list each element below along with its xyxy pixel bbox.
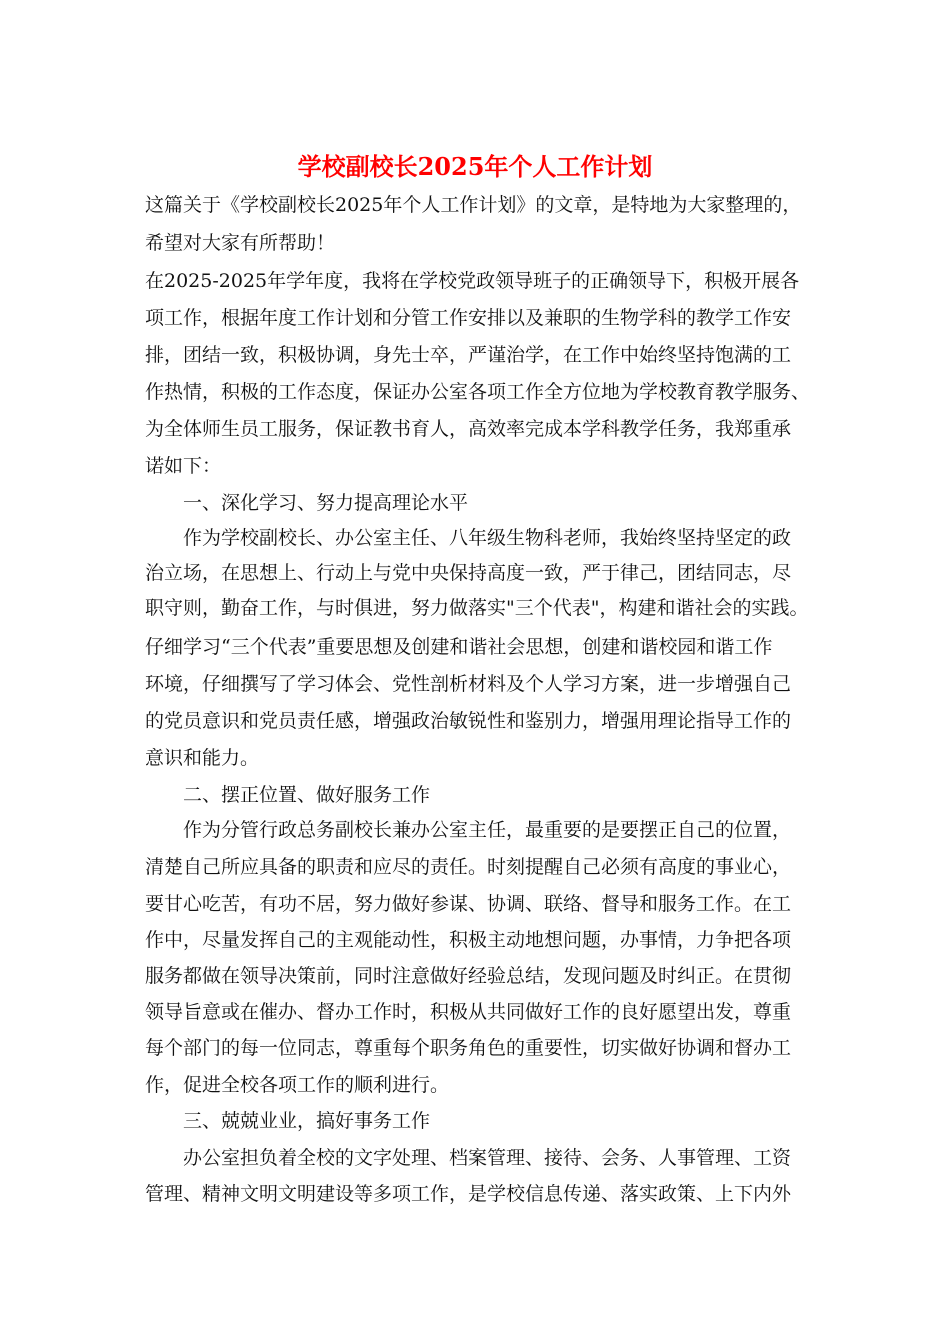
intro-line-1: 这篇关于《学校副校长2025年个人工作计划》的文章，是特地为大家整理的， bbox=[145, 194, 802, 216]
paragraph-line: 的党员意识和党员责任感，增强政治敏锐性和鉴别力，增强用理论指导工作的 bbox=[145, 710, 792, 732]
paragraph-line: 排，团结一致，积极协调，身先士卒，严谨治学，在工作中始终坚持饱满的工 bbox=[145, 344, 792, 366]
paragraph-line: 管理、精神文明文明建设等多项工作，是学校信息传递、落实政策、上下内外 bbox=[145, 1183, 792, 1205]
paragraph-line: 仔细学习“三个代表”重要思想及创建和谐社会思想，创建和谐校园和谐工作 bbox=[145, 636, 773, 658]
paragraph-line: 为全体师生员工服务，保证教书育人，高效率完成本学科教学任务，我郑重承 bbox=[145, 418, 792, 440]
paragraph-line: 作中，尽量发挥自己的主观能动性，积极主动地想问题，办事情，力争把各项 bbox=[145, 929, 792, 951]
paragraph-line: 作为分管行政总务副校长兼办公室主任，最重要的是要摆正自己的位置， bbox=[183, 819, 792, 841]
section-heading-1: 一、深化学习、努力提高理论水平 bbox=[183, 492, 469, 514]
paragraph-line: 作热情，积极的工作态度，保证办公室各项工作全方位地为学校教育教学服务、 bbox=[145, 381, 811, 403]
paragraph-line: 职守则，勤奋工作，与时俱进，努力做落实"三个代表"，构建和谐社会的实践。 bbox=[145, 597, 809, 619]
intro-line-2: 希望对大家有所帮助！ bbox=[145, 232, 336, 254]
paragraph-line: 在2025-2025年学年度，我将在学校党政领导班子的正确领导下，积极开展各 bbox=[145, 270, 800, 292]
paragraph-line: 每个部门的每一位同志，尊重每个职务角色的重要性，切实做好协调和督办工 bbox=[145, 1037, 792, 1059]
section-heading-3: 三、兢兢业业，搞好事务工作 bbox=[183, 1110, 431, 1132]
paragraph-line: 意识和能力。 bbox=[145, 747, 260, 769]
paragraph-line: 清楚自己所应具备的职责和应尽的责任。时刻提醒自己必须有高度的事业心， bbox=[145, 856, 792, 878]
paragraph-line: 作，促进全校各项工作的顺利进行。 bbox=[145, 1074, 450, 1096]
document-title: 学校副校长2025年个人工作计划 bbox=[297, 152, 653, 181]
paragraph-line: 领导旨意或在催办、督办工作时，积极从共同做好工作的良好愿望出发，尊重 bbox=[145, 1001, 792, 1023]
paragraph-line: 环境，仔细撰写了学习体会、党性剖析材料及个人学习方案，进一步增强自己 bbox=[145, 673, 792, 695]
paragraph-line: 办公室担负着全校的文字处理、档案管理、接待、会务、人事管理、工资 bbox=[183, 1147, 792, 1169]
paragraph-line: 要甘心吃苦，有功不居，努力做好参谋、协调、联络、督导和服务工作。在工 bbox=[145, 893, 792, 915]
paragraph-line: 作为学校副校长、办公室主任、八年级生物科老师，我始终坚持坚定的政 bbox=[183, 527, 792, 549]
section-heading-2: 二、摆正位置、做好服务工作 bbox=[183, 784, 431, 806]
paragraph-line: 服务都做在领导决策前，同时注意做好经验总结，发现问题及时纠正。在贯彻 bbox=[145, 965, 792, 987]
paragraph-line: 项工作，根据年度工作计划和分管工作安排以及兼职的生物学科的教学工作安 bbox=[145, 307, 792, 329]
paragraph-line: 诺如下： bbox=[145, 455, 222, 477]
paragraph-line: 治立场，在思想上、行动上与党中央保持高度一致，严于律己，团结同志，尽 bbox=[145, 562, 792, 584]
